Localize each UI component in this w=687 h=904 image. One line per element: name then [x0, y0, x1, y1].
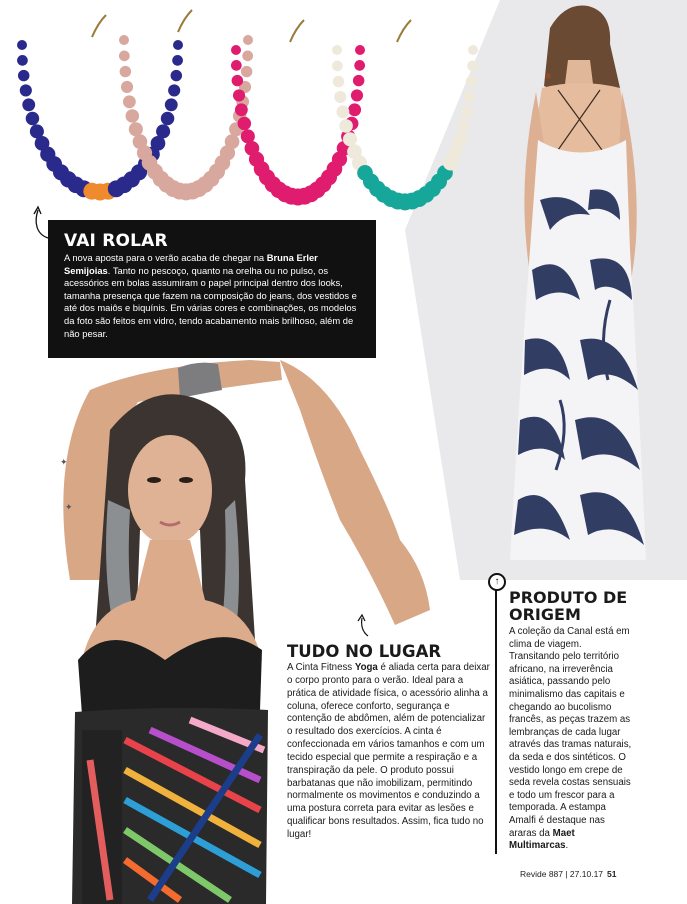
- bead: [353, 75, 364, 86]
- bead: [121, 81, 133, 93]
- clasp: [397, 20, 411, 42]
- bead: [161, 112, 175, 126]
- svg-text:✦: ✦: [60, 458, 68, 468]
- bead: [332, 45, 342, 55]
- curved-arrow-icon: [354, 612, 374, 638]
- bead: [232, 75, 243, 86]
- bead: [156, 124, 170, 138]
- tudo-no-lugar-section: [287, 642, 492, 842]
- vai-rolar-brand: Bruna Erler Semijoias: [64, 252, 318, 276]
- vai-rolar-title: VAI ROLAR: [64, 231, 168, 251]
- vai-rolar-text: A nova aposta para o verão acaba de chegar na Bruna Erler Semijoias. Tanto no pescoço, quanto na orelha ou no pulso, os acessórios em bolas assumiram o papel principal dentro dos looks, tamanha presença que fazem na composição do jeans, dos vestidos e até dos maiôs e biquínis. Em várias cores e combinações, os modelos da foto são feitos em vidro, tendo acabamento mais brilhoso, além de não pesar.: [64, 252, 357, 339]
- bead: [457, 119, 471, 133]
- bead: [334, 91, 346, 103]
- bead: [120, 66, 131, 77]
- bead: [18, 70, 29, 81]
- bead: [26, 112, 40, 126]
- produto-divider-line: [495, 584, 497, 854]
- bead: [339, 119, 353, 133]
- bead: [126, 109, 140, 123]
- bead: [119, 35, 129, 45]
- clasp: [178, 10, 192, 32]
- bead: [242, 51, 253, 62]
- bead: [20, 84, 32, 96]
- produto-de-origem-section: [509, 589, 633, 853]
- dress-photo: [470, 0, 687, 580]
- bead: [238, 117, 252, 131]
- bead: [453, 132, 467, 146]
- vai-rolar-box: [48, 220, 376, 358]
- bead: [333, 76, 344, 87]
- tudo-no-lugar-text: A Cinta Fitness Yoga é aliada certa para deixar o corpo pronto para o verão. Ideal para a prática de atividade física, o acessório alinha a coluna, oferece conforto, segurança e contenção de abdômen, além de potencializar o resultado dos exercícios. A cinta é confeccionada em vários tamanhos e com um tecido especial que permite a respiração e a transpiração da pele. O produto possui barbatanas que não imobilizam, permitindo normalmente os movimentos e conduzindo a uma postura correta para evitar as lesões e qualificar bons resultados. Assim, fica tudo no lugar!: [287, 662, 490, 840]
- bead: [235, 103, 248, 116]
- bead: [168, 84, 180, 96]
- bead: [17, 40, 27, 50]
- bead: [231, 45, 241, 55]
- bead: [172, 55, 183, 66]
- produto-de-origem-brand: Maet Multimarcas: [509, 827, 575, 852]
- up-arrow-icon: ↑: [488, 573, 506, 591]
- bead: [348, 103, 361, 116]
- bead: [332, 61, 343, 72]
- bead: [123, 95, 136, 108]
- bead: [225, 134, 240, 149]
- bead: [336, 105, 349, 118]
- bead: [17, 55, 28, 66]
- bead: [129, 122, 143, 136]
- bead: [343, 132, 357, 146]
- tudo-no-lugar-brand: Yoga: [354, 662, 378, 673]
- bead: [243, 35, 253, 45]
- bead: [173, 40, 183, 50]
- page-number: 51: [607, 869, 617, 879]
- bead: [448, 144, 463, 159]
- bead: [354, 60, 365, 71]
- necklaces-photo: [0, 0, 500, 215]
- bead: [165, 98, 178, 111]
- tudo-no-lugar-title: TUDO NO LUGAR: [287, 642, 442, 661]
- produto-de-origem-text: A coleção da Canal está em clima de viagem. Transitando pelo território africano, na irreverência asiática, passando pelo minimalismo das capitais e chegando ao bucolismo francês, as peças trazem as lembranças de cada lugar através das tramas naturais, da seda e dos sintéticos. O vestido longo em crepe de seda revela costas sensuais e todo um frescor para a temporada. A estampa Amalfi é destaque nas araras da Maet Multimarcas.: [509, 626, 632, 852]
- bead: [233, 89, 245, 101]
- curved-arrow-icon: [28, 202, 56, 242]
- clasp: [92, 15, 106, 37]
- page-footer: [520, 869, 617, 879]
- bead: [171, 70, 182, 81]
- produto-de-origem-title: PRODUTO DE ORIGEM: [509, 588, 628, 624]
- svg-text:✦: ✦: [65, 503, 73, 513]
- bead: [231, 60, 242, 71]
- bead: [119, 51, 130, 62]
- bead: [22, 98, 35, 111]
- clasp: [290, 20, 304, 42]
- bead: [351, 89, 363, 101]
- bead: [355, 45, 365, 55]
- bead: [241, 66, 252, 77]
- issue-info: Revide 887 | 27.10.17: [520, 869, 604, 879]
